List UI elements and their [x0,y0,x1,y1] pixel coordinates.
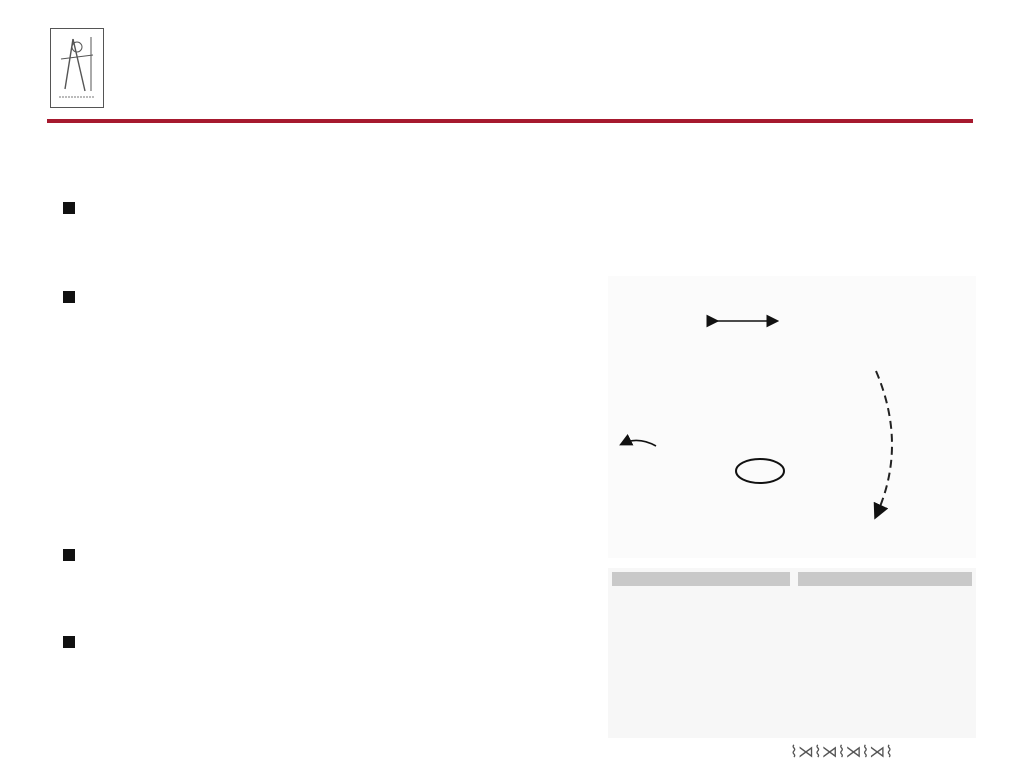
decorative-scribble: ⌇⋊⌇⋊⌇⋊⌇⋊⌇ [790,742,894,761]
bullet-marker [63,202,75,214]
bilayer-movement-figure [608,276,976,558]
bullet-marker [63,291,75,303]
flexion-arrow [622,440,656,446]
fluid-viscous-figure [608,568,976,738]
bullet-marker [63,549,75,561]
header-rule [47,119,973,123]
flipflop-arrow [876,371,892,516]
school-logo [50,28,104,108]
rotation-arrow [736,459,784,483]
bullet-marker [63,636,75,648]
